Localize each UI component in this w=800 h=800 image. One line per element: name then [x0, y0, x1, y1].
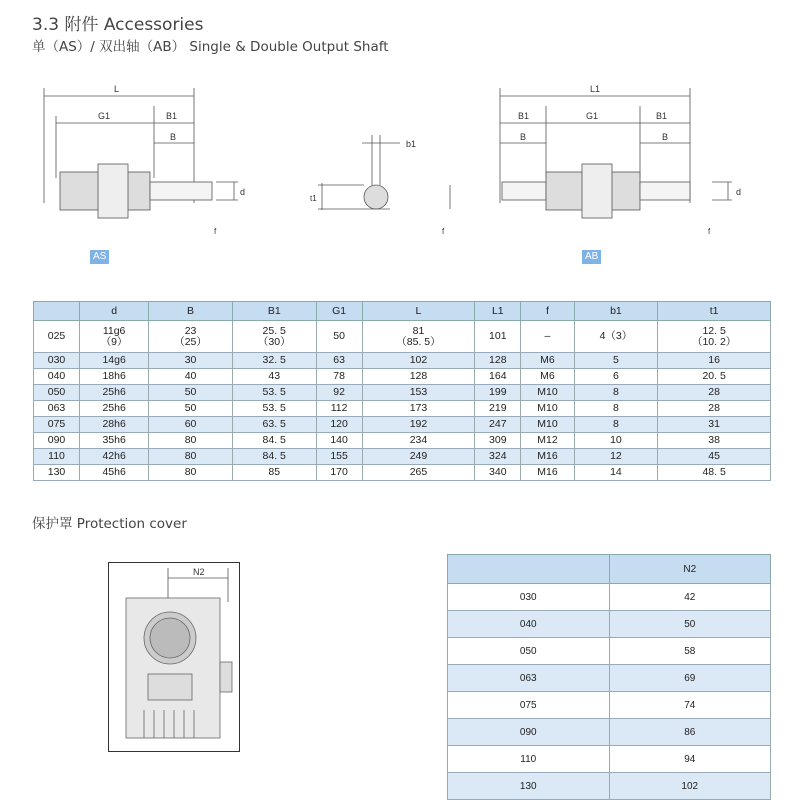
table-cell: 8: [574, 417, 658, 433]
dim-l1-label: L1: [590, 84, 601, 94]
col-b1-key: b1: [574, 302, 658, 321]
table-cell: 20. 5: [658, 369, 771, 385]
table-cell: 23 （25）: [149, 321, 233, 353]
as-shaft-diagram: [38, 78, 278, 238]
table-cell: 69: [609, 665, 771, 692]
n2-col-model: [448, 555, 610, 584]
table-cell: 28h6: [80, 417, 149, 433]
table-row: [448, 746, 771, 773]
table-cell: 25h6: [80, 401, 149, 417]
table-cell: 112: [316, 401, 362, 417]
table-row: [448, 773, 771, 800]
table-cell: 8: [574, 401, 658, 417]
table-cell: 14: [574, 465, 658, 481]
table-row: [448, 638, 771, 665]
table-cell: 50: [149, 385, 233, 401]
table-cell: 42: [609, 584, 771, 611]
table-cell: 128: [362, 369, 475, 385]
dim-b1-label: B1: [166, 111, 178, 121]
protection-cover-title: 保护罩 Protection cover: [32, 516, 187, 532]
table-cell: 38: [658, 433, 771, 449]
table-cell: 040: [34, 369, 80, 385]
dim-g1-ab-label: G1: [586, 111, 599, 121]
col-f: f: [521, 302, 574, 321]
table-cell: 12: [574, 449, 658, 465]
table-cell: 94: [609, 746, 771, 773]
table-cell: 14g6: [80, 353, 149, 369]
table-cell: 219: [475, 401, 521, 417]
table-cell: 090: [34, 433, 80, 449]
table-row: [448, 719, 771, 746]
table-cell: 16: [658, 353, 771, 369]
dim-g1-label: G1: [98, 111, 111, 121]
table-cell: M10: [521, 417, 574, 433]
table-cell: 025: [34, 321, 80, 353]
table-cell: 32. 5: [232, 353, 316, 369]
col-l: L: [362, 302, 475, 321]
table-cell: 8: [574, 385, 658, 401]
table-cell: 85: [232, 465, 316, 481]
table-cell: M6: [521, 369, 574, 385]
dim-b-left-label: B: [520, 132, 527, 142]
table-cell: 090: [448, 719, 610, 746]
table-cell: 18h6: [80, 369, 149, 385]
table-row: [34, 465, 771, 481]
table-cell: 075: [34, 417, 80, 433]
table-cell: 28: [658, 385, 771, 401]
dim-f-ab-left-label: f: [442, 227, 445, 236]
spec-header-row: [34, 302, 771, 321]
table-cell: 50: [149, 401, 233, 417]
table-cell: –: [521, 321, 574, 353]
table-cell: 53. 5: [232, 401, 316, 417]
table-cell: 063: [448, 665, 610, 692]
table-cell: 120: [316, 417, 362, 433]
table-cell: M12: [521, 433, 574, 449]
col-model: [34, 302, 80, 321]
spec-table: [33, 301, 771, 481]
table-row: [448, 584, 771, 611]
dim-n2-label: N2: [193, 567, 205, 577]
table-cell: 040: [448, 611, 610, 638]
table-cell: 48. 5: [658, 465, 771, 481]
table-cell: 265: [362, 465, 475, 481]
table-cell: 63. 5: [232, 417, 316, 433]
table-cell: 050: [34, 385, 80, 401]
table-cell: 12. 5 （10. 2）: [658, 321, 771, 353]
table-row: [448, 611, 771, 638]
col-l1: L1: [475, 302, 521, 321]
table-cell: 101: [475, 321, 521, 353]
ab-shaft-diagram: [442, 78, 770, 238]
table-cell: 075: [448, 692, 610, 719]
table-cell: 28: [658, 401, 771, 417]
protection-cover-table: [447, 554, 771, 800]
table-cell: 128: [475, 353, 521, 369]
dim-b1-right-label: B1: [656, 111, 668, 121]
table-cell: 030: [34, 353, 80, 369]
table-cell: 60: [149, 417, 233, 433]
table-cell: 25h6: [80, 385, 149, 401]
col-d: d: [80, 302, 149, 321]
table-cell: 247: [475, 417, 521, 433]
col-g1: G1: [316, 302, 362, 321]
table-row: [34, 321, 771, 353]
table-cell: 42h6: [80, 449, 149, 465]
table-cell: 102: [609, 773, 771, 800]
ab-tag: AB: [582, 250, 601, 264]
table-cell: 030: [448, 584, 610, 611]
table-cell: 5: [574, 353, 658, 369]
table-row: [34, 401, 771, 417]
table-cell: 110: [448, 746, 610, 773]
table-row: [34, 449, 771, 465]
page-title: 3.3 附件 Accessories: [32, 15, 204, 35]
table-cell: 31: [658, 417, 771, 433]
dim-b-label: B: [170, 132, 177, 142]
table-cell: 324: [475, 449, 521, 465]
table-cell: 050: [448, 638, 610, 665]
table-cell: 340: [475, 465, 521, 481]
as-tag: AS: [90, 250, 109, 264]
table-cell: 164: [475, 369, 521, 385]
table-cell: 84. 5: [232, 449, 316, 465]
table-cell: M10: [521, 385, 574, 401]
table-cell: 81 （85. 5）: [362, 321, 475, 353]
table-cell: 170: [316, 465, 362, 481]
table-cell: 86: [609, 719, 771, 746]
table-cell: 130: [448, 773, 610, 800]
dim-l-label: L: [114, 84, 120, 94]
table-cell: 155: [316, 449, 362, 465]
dim-f-label: f: [214, 227, 217, 236]
table-cell: 249: [362, 449, 475, 465]
table-cell: 063: [34, 401, 80, 417]
n2-header-row: [448, 555, 771, 584]
table-cell: 11g6 （9）: [80, 321, 149, 353]
table-cell: 199: [475, 385, 521, 401]
table-cell: 309: [475, 433, 521, 449]
table-cell: 140: [316, 433, 362, 449]
table-cell: 50: [316, 321, 362, 353]
table-cell: M6: [521, 353, 574, 369]
table-cell: 80: [149, 449, 233, 465]
table-cell: 6: [574, 369, 658, 385]
table-cell: M16: [521, 465, 574, 481]
table-cell: 35h6: [80, 433, 149, 449]
col-t1: t1: [658, 302, 771, 321]
dim-b-right-label: B: [662, 132, 669, 142]
table-cell: 10: [574, 433, 658, 449]
protection-cover-diagram: [108, 562, 240, 752]
table-cell: 78: [316, 369, 362, 385]
table-cell: M10: [521, 401, 574, 417]
table-cell: 58: [609, 638, 771, 665]
table-cell: 45: [658, 449, 771, 465]
table-cell: 53. 5: [232, 385, 316, 401]
table-cell: 102: [362, 353, 475, 369]
table-cell: 80: [149, 433, 233, 449]
table-cell: 92: [316, 385, 362, 401]
table-cell: 40: [149, 369, 233, 385]
dim-b1-left-label: B1: [518, 111, 530, 121]
table-cell: 30: [149, 353, 233, 369]
table-row: [34, 369, 771, 385]
page-subtitle: 单（AS）/ 双出轴（AB） Single & Double Output Shaft: [32, 39, 389, 55]
keyway-diagram: [300, 125, 440, 235]
table-cell: 74: [609, 692, 771, 719]
dim-b1-key-label: b1: [406, 139, 417, 149]
table-row: [448, 692, 771, 719]
table-row: [34, 417, 771, 433]
table-cell: 50: [609, 611, 771, 638]
table-cell: 63: [316, 353, 362, 369]
table-cell: 25. 5 （30）: [232, 321, 316, 353]
table-cell: 110: [34, 449, 80, 465]
table-cell: 173: [362, 401, 475, 417]
dim-d-label: d: [240, 187, 246, 197]
col-b1: B1: [232, 302, 316, 321]
col-b: B: [149, 302, 233, 321]
dim-d-ab-label: d: [736, 187, 742, 197]
table-row: [448, 665, 771, 692]
table-row: [34, 353, 771, 369]
dim-f-ab-label: f: [708, 227, 711, 236]
table-cell: 130: [34, 465, 80, 481]
table-row: [34, 385, 771, 401]
table-cell: 80: [149, 465, 233, 481]
table-cell: 45h6: [80, 465, 149, 481]
table-cell: 84. 5: [232, 433, 316, 449]
table-cell: 192: [362, 417, 475, 433]
table-cell: 153: [362, 385, 475, 401]
dim-t1-label: t1: [310, 194, 317, 203]
table-cell: 234: [362, 433, 475, 449]
n2-col-n2: N2: [609, 555, 771, 584]
table-cell: M16: [521, 449, 574, 465]
table-row: [34, 433, 771, 449]
table-cell: 4（3）: [574, 321, 658, 353]
table-cell: 43: [232, 369, 316, 385]
